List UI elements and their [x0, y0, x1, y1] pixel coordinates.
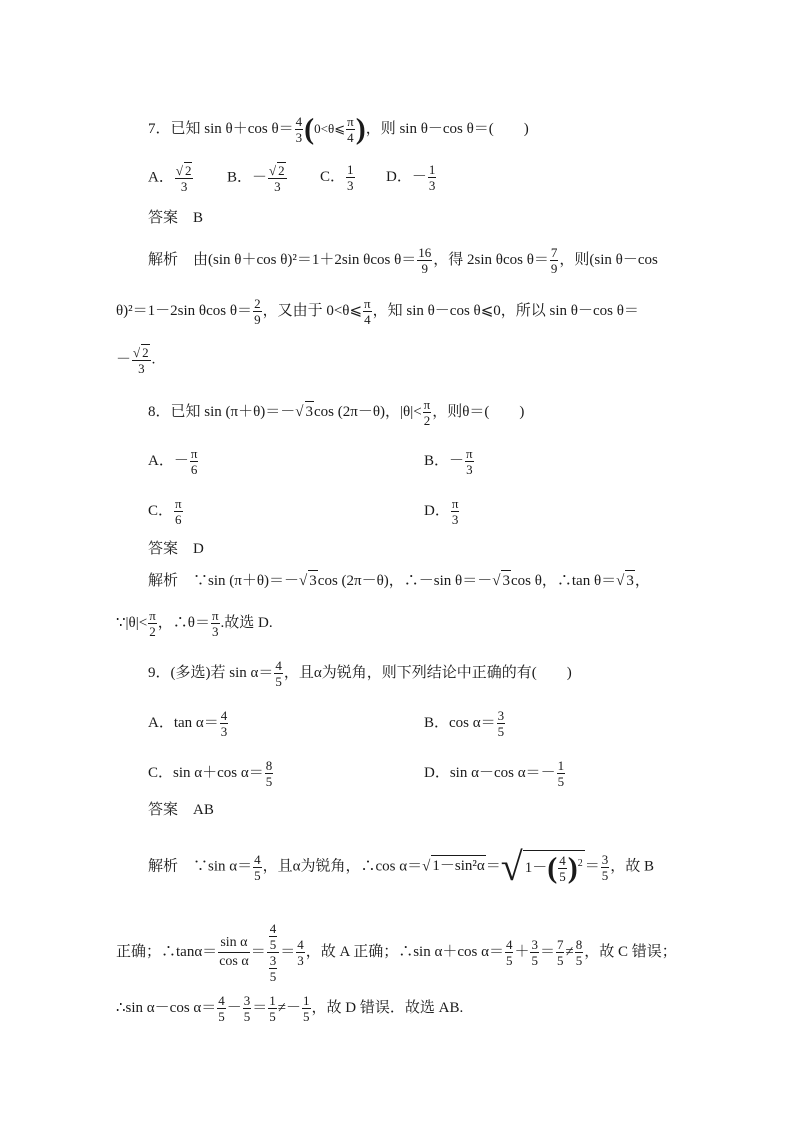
analysis-label: 解析: [148, 858, 179, 875]
q8-stem: 8．已知 sin (π＋θ)＝－√ 3cos (2π－θ)，|θ|< $\frac{\pi}{2}$ ，则θ＝( ): [148, 397, 525, 428]
q7-prefix: 已知: [170, 120, 201, 137]
q7-expression: sin θ＋cos θ＝: [204, 120, 294, 137]
q9-answer: [148, 800, 214, 820]
q7-option-c: C． $\frac{1}{3}$: [320, 162, 354, 193]
q8-number: 8．: [148, 403, 171, 420]
analysis-label: 解析: [148, 251, 179, 268]
q7-answer: [148, 208, 203, 228]
q8-option-d: D． $\frac{\pi}{3}$: [424, 496, 459, 527]
q9-analysis-line3: ∴sin α－cos α＝ $\frac{4}{5}$ － $\frac{3}{5}$ ＝ $\frac{1}{5}$ ≠－ $\frac{1}{5}$ ，故 D 错误．故选 AB.: [116, 993, 464, 1024]
q7-number: 7．: [148, 120, 171, 137]
q8-analysis-line1: 解析 ∵sin (π＋θ)＝－√ 3cos (2π－θ)，∴－sin θ＝－√ 3cos θ，∴tan θ＝√ 3，: [148, 570, 650, 591]
q7-option-a: A． $\frac{√ 2}{3}$: [148, 163, 192, 194]
q7-stem: [148, 114, 529, 145]
answer-value: AB: [193, 802, 214, 818]
q7-fraction: $\frac{4}{3}$: [295, 114, 303, 145]
q7-analysis-line3: － $\frac{√ 2}{3}$ .: [116, 345, 156, 376]
q9-compound-fraction: $\frac{\frac{4}{5}}{\frac{3}{5}}$: [267, 921, 280, 984]
q7-option-b: B．－ $\frac{√ 2}{3}$: [227, 163, 285, 194]
analysis-label: 解析: [148, 573, 179, 589]
q9-option-d: D．sin α－cos α＝－ $\frac{1}{5}$: [424, 758, 565, 789]
q8-answer: [148, 539, 204, 559]
q9-analysis-line1: 解析 ∵sin α＝ $\frac{4}{5}$ ，且α为锐角，∴cos α＝√ 1－sin²α＝√ 1－( $\frac{4}{5}$ )$^2$ ＝ $\frac{3}{5}$ ，故 B: [148, 844, 654, 889]
q9-option-b: B．cos α＝ $\frac{3}{5}$: [424, 708, 505, 739]
q8-option-c: C． $\frac{\pi}{6}$: [148, 496, 182, 527]
q7-analysis-line2: θ)²＝1－2sin θcos θ＝ $\frac{2}{9}$ ，又由于 0<θ⩽ $\frac{\pi}{4}$ ，知 sin θ－cos θ⩽0，所以 sin θ－cos θ＝: [116, 296, 639, 327]
q9-option-a: A．tan α＝ $\frac{4}{3}$: [148, 708, 228, 739]
q9-number: 9．: [148, 664, 171, 681]
answer-label: 答案: [148, 541, 179, 557]
q7-condition: 0<θ⩽: [314, 120, 346, 136]
q7-condition-bracket: (: [304, 112, 315, 146]
q9-analysis-line2: 正确；∴tanα＝ $\frac{\text{sin α}}{\text{cos α}}$ ＝ $\frac{\frac{4}{5}}{\frac{3}{5}}$ ＝ $\frac{4}{3}$ ，故 A 正确；∴sin α＋cos α＝ $\frac{4}{5}$ ＋ $\frac{3}{5}$ ＝ $\frac{7}{5}$ ≠ $\frac{8}{5}$ ，故 C 错误；: [116, 921, 677, 984]
q7-analysis-line1: 解析 由(sin θ＋cos θ)²＝1＋2sin θcos θ＝ $\frac{16}{9}$ ，得 2sin θcos θ＝ $\frac{7}{9}$ ，则(sin θ－cos: [148, 245, 658, 276]
q9-stem: 9．(多选)若 sin α＝ $\frac{4}{5}$ ，且α为锐角，则下列结论中正确的有( ): [148, 658, 572, 689]
q7-condition-bracket-close: ): [355, 112, 366, 146]
q7-option-d: D．－ $\frac{1}{3}$: [386, 162, 436, 193]
q7-suffix: ，则 sin θ－cos θ＝( ): [365, 120, 529, 137]
q8-option-b: B．－ $\frac{\pi}{3}$: [424, 446, 473, 477]
q8-analysis-line2: ∵|θ|< $\frac{\pi}{2}$ ，∴θ＝ $\frac{\pi}{3}$ .故选 D.: [116, 608, 273, 639]
answer-label: 答案: [148, 802, 179, 818]
q9-option-c: C．sin α＋cos α＝ $\frac{8}{5}$: [148, 758, 273, 789]
answer-label: 答案: [148, 210, 179, 226]
answer-value: B: [193, 210, 204, 226]
answer-value: D: [193, 541, 204, 557]
q8-option-a: A．－ $\frac{\pi}{6}$: [148, 446, 198, 477]
q7-condition-fraction: $\frac{\pi}{4}$: [347, 114, 354, 145]
